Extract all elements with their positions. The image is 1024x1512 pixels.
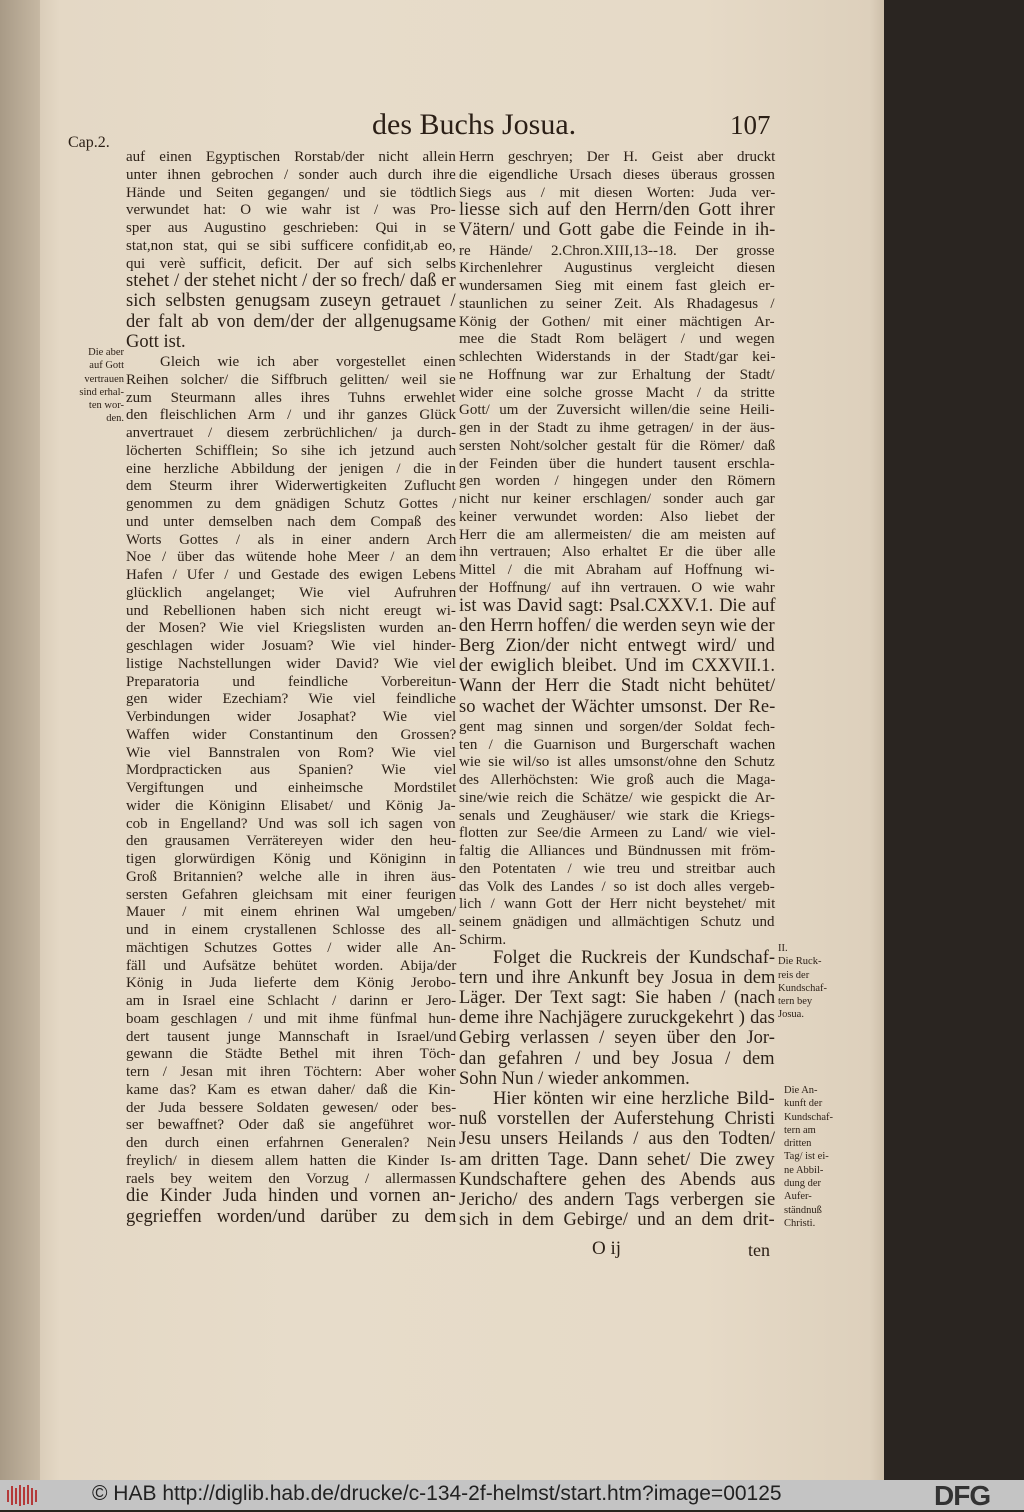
text-line: und unter demselben nach dem Compaß des — [126, 513, 456, 530]
chapter-label: Cap.2. — [68, 134, 110, 151]
text-line: Berg Zion/der nicht entwegt wird/ und — [459, 636, 775, 657]
text-line: fäll und Aufsätze behütet worden. Abija/der — [126, 957, 457, 974]
text-line: am dritten Tage. Dann sehet/ Die zwey — [459, 1149, 775, 1170]
text-line: anvertrauet / diesem zerbrüchlichen/ ja durch- — [126, 425, 457, 442]
text-line: raels bey weitem den Vorzug / allermassen — [126, 1170, 457, 1187]
text-line: so wachet der Wächter umsonst. Der Re- — [459, 696, 776, 717]
text-line: den fleischlichen Arm / und ihr ganzes Glück — [126, 407, 457, 424]
text-line: und in einem crystallenen Schlosse des all- — [126, 922, 457, 939]
text-line: geschlagen wider Josuam? Wie viel hinder- — [126, 638, 456, 655]
text-line: den durch einen erfahrnen Generalen? Nein — [126, 1135, 456, 1152]
text-line: König der Gothen/ mit einer mächtigen Ar- — [459, 313, 775, 330]
text-line: den Potentaten / wie treu und streitbar auch — [459, 860, 776, 877]
text-line: Folget die Ruckreis der Kundschaf- — [493, 947, 776, 968]
text-line: sper aus Augustino geschrieben: Qui in se — [126, 220, 456, 236]
text-line: nicht nur keiner erschlagen/ sonder auch gar — [459, 491, 775, 508]
margin-note-line: Die Ruck- — [778, 956, 822, 968]
text-line: Worts Gottes / als in einer andern Arch — [126, 531, 457, 548]
text-line: tigen glorwürdigen König und Königinn in — [126, 851, 456, 868]
text-line: lich / wann Gott der Herr nicht beystehet/ mit — [459, 896, 776, 913]
text-line: das Volk des Landes / so ist doch alles vergeb- — [459, 878, 775, 895]
text-line: eine herzliche Abbildung der jenigen / die in — [126, 460, 456, 477]
margin-note-line: kunft der — [784, 1098, 823, 1110]
text-line: Reihen solcher/ die Siffbruch gelitten/ weil sie — [126, 371, 456, 388]
text-line: der Hoffnung/ auf ihn vertrauen. O wie wahr — [459, 579, 775, 596]
text-line: gen worden / hingegen under den Römern — [459, 473, 776, 490]
margin-note-line: II. — [778, 943, 788, 954]
text-line: Siegs aus / mit diesen Worten: Juda ver- — [459, 184, 776, 201]
text-line: glücklich angelanget; Wie viel Aufruhren — [126, 584, 457, 601]
text-line: den grausamen Verrätereyen wider den heu- — [126, 833, 457, 850]
text-line: der Juda bessere Soldaten gewesen/ oder bes- — [126, 1099, 457, 1116]
text-line: Waffen wider Constantinum den Grossen? — [126, 726, 457, 743]
text-line: cob in Engelland? Und was soll ich sagen von — [126, 815, 456, 832]
text-line: Verbindungen wider Josaphat? Wie viel — [126, 709, 457, 726]
text-line: sine/wie reich die Schätze/ wie gespickt die Ar- — [459, 789, 776, 806]
text-line: Gleich wie ich aber vorgestellet einen — [160, 354, 456, 371]
margin-note-line: vertrauen — [84, 373, 124, 385]
text-line: mächtigen Schutzes Gottes / wider alle An- — [126, 939, 456, 956]
margin-note-line: Christi. — [784, 1217, 816, 1229]
text-line: stat,non stat, qui se sibi sufficere confidit,ab eo, — [126, 237, 456, 254]
text-line: die Kinder Juda hinden und vornen an- — [126, 1186, 456, 1207]
text-line: Kundschaftere gehen des Abends aus — [459, 1169, 776, 1190]
text-line: Sohn Nun / wieder ankommen. — [459, 1068, 690, 1089]
margin-note-line: auf Gott — [89, 360, 124, 372]
text-line: Mordpracticken aus Spanien? Wie viel — [126, 762, 457, 779]
footer-bar — [0, 1480, 1024, 1510]
text-line: sich selbsten genugsam zuseyn getrauet / — [126, 291, 456, 312]
text-line: qui verè sufficit, deficit. Der auf sich selbs — [126, 255, 457, 272]
text-line: senals und Zeughäuser/ wie stark die Kriegs- — [459, 807, 775, 824]
text-line: wider eine solche grosse Macht / da stritte — [459, 384, 775, 401]
text-line: genommen zu dem gnädigen Schutz Gottes / — [126, 496, 457, 513]
text-line: tern / Jesan mit ihren Töchtern: Aber woher — [126, 1064, 456, 1081]
margin-note-line: tern bey — [778, 996, 813, 1008]
text-line: am in Israel eine Schlacht / darinn er Jero- — [126, 993, 457, 1010]
text-line: Gott/ um der Zuversicht willen/die seine Heili- — [459, 402, 775, 419]
margin-note-line: Die An- — [784, 1085, 818, 1096]
text-line: Groß Britannien? welche alle in ihren äus- — [126, 868, 456, 885]
margin-note-line: Aufer- — [784, 1191, 812, 1203]
text-line: wie sie wil/so ist alles umsonst/ohne den Schutz — [459, 754, 775, 771]
margin-note-line: reis der — [778, 969, 810, 981]
text-line: Schirm. — [459, 931, 507, 948]
copyright-link[interactable]: © HAB http://diglib.hab.de/drucke/c-134-2f-helmst/start.htm?image=00125 — [92, 1482, 782, 1505]
text-line: dert tausent junge Mannschaft in Israel/und — [126, 1028, 457, 1045]
margin-note-line: dritten — [784, 1138, 812, 1150]
text-line: gen in der Stadt zu ihme getragen/ in der äus- — [459, 420, 775, 437]
text-line: Hafen / Ufer / und Gestade des ewigen Lebens — [126, 567, 456, 584]
text-line: Hier könten wir eine herzliche Bild- — [493, 1089, 775, 1109]
text-line: schlechten Widerstands in der Stadt/gar kei- — [459, 349, 776, 366]
margin-note-line: Josua. — [778, 1009, 804, 1021]
text-line: Noe / über das wütende hohe Meer / an dem — [126, 549, 457, 566]
text-line: Herrn geschryen; Der H. Geist aber druckt — [459, 149, 776, 165]
dfg-logo: DFG — [934, 1480, 991, 1511]
margin-note-line: den. — [106, 413, 124, 425]
text-line: unter ihnen gebrochen / sonder auch durch ihre — [126, 166, 456, 183]
text-line: den Herrn hoffen/ die werden seyn wie der — [459, 615, 775, 636]
margin-note-line: dung der — [784, 1178, 822, 1190]
text-line: kame das? Kam es etwan daher/ daß die Kin- — [126, 1081, 456, 1098]
text-line: ne Hoffnung war zur Erhaltung der Stadt/ — [459, 366, 775, 383]
text-line: gegrieffen worden/und darüber zu dem — [126, 1206, 457, 1227]
text-line: wundersamen Sieg mit einem fast gleich er- — [459, 278, 775, 295]
text-line: sersten Noht/solcher gestalt für die Römer/ daß — [459, 437, 776, 454]
text-line: ten / die Guarnison und Burgerschaft wachen — [459, 736, 776, 753]
text-line: auf einen Egyptischen Rorstab/der nicht allein — [126, 149, 456, 165]
text-line: liesse sich auf den Herrn/den Gott ihrer — [459, 200, 775, 221]
text-line: Gebirg verlassen / seyen über den Jor- — [459, 1028, 775, 1049]
margin-note-line: Tag/ ist ei- — [784, 1151, 829, 1163]
text-line: ser bewaffnet? Oder daß sie angeführet wor- — [126, 1117, 456, 1134]
text-line: faltig die Alliances und Bündnussen mit fröm- — [459, 843, 776, 860]
margin-note-line: sind erhal- — [79, 386, 124, 398]
text-line: der Feinden über die hundert tausent erschla- — [459, 455, 775, 472]
margin-note-line: Kundschaf- — [778, 982, 827, 994]
adjacent-page-edge — [0, 0, 40, 1480]
text-line: Mittel / die mit Abraham auf Hoffnung wi- — [459, 562, 775, 579]
text-line: Jesu unsers Heilands / aus den Todten/ — [459, 1129, 776, 1150]
text-line: deme ihre Nachjägere zuruckgekehrt ) das — [459, 1008, 775, 1029]
text-line: Vätern/ und Gott gabe die Feinde in ih- — [459, 220, 776, 241]
margin-note-line: tern am — [784, 1124, 816, 1136]
hab-logo-icon — [6, 1484, 40, 1506]
text-line: der Mosen? Wie viel Kriegslisten wurden an- — [126, 620, 457, 637]
text-line: Mauer / mit einem ehrinen Wal umgeben/ — [126, 904, 457, 921]
margin-note-left — [66, 346, 124, 426]
text-line: staunlichen zu seiner Zeit. Als Rhadagesus / — [459, 295, 775, 312]
text-line: gent mag sinnen und sorgen/der Soldat fech- — [459, 718, 775, 735]
text-line: seinem gnädigen und allmächtigen Schutz und — [459, 914, 775, 931]
text-line: keiner verwundet worden: Also liebet der — [459, 508, 775, 525]
text-line: des Allerhöchsten: Wie groß auch die Maga- — [459, 772, 776, 789]
text-line: re Hände/ 2.Chron.XIII,13--18. Der grosse — [459, 242, 775, 259]
text-line: listige Nachstellungen wider David? Wie viel — [126, 655, 456, 672]
text-line: stehet / der stehet nicht / der so frech/ daß er — [126, 271, 456, 292]
margin-note-line: ten wor- — [88, 400, 124, 412]
margin-note-line: ne Abbil- — [784, 1164, 824, 1176]
margin-note-return-of-spies — [778, 942, 827, 1022]
text-line: Vergiftungen und einheimsche Mordstilet — [126, 780, 457, 797]
text-line: tern und ihre Ankunft bey Josua in dem — [459, 967, 776, 988]
text-line: ihn vertrauen; Also erhaltet Er die über alle — [459, 544, 776, 561]
text-line: verwundet hat: O wie wahr ist / was Pro- — [126, 202, 456, 219]
text-line: sich in dem Gebirge/ und an dem drit- — [459, 1210, 775, 1231]
text-line: Preparatoria und feindliche Vorbereitun- — [126, 673, 457, 690]
text-line: Herr die am allermeisten/ die am meisten auf — [459, 526, 776, 543]
text-line: Läger. Der Text sagt: Sie haben / (nach — [459, 988, 776, 1008]
text-line: wider die Königinn Elisabet/ und König Ja- — [126, 797, 456, 814]
text-line: nuß vorstellen der Auferstehung Christi — [459, 1109, 775, 1130]
text-line: ist was David sagt: Psal.CXXV.1. Die auf — [459, 595, 776, 616]
running-title: des Buchs Josua. — [372, 108, 577, 141]
text-line: der falt ab von dem/der der allgenugsame — [126, 311, 457, 332]
margin-note-line: Kundschaf- — [784, 1111, 833, 1123]
signature-mark: O ij — [592, 1238, 622, 1259]
text-line: sersten Gefahren gleichsam mit einer feurigen — [126, 886, 456, 903]
text-line: gewann die Städte Bethel mit ihren Töch- — [126, 1046, 456, 1063]
text-line: mee die Stadt Rom belägert / und wegen — [459, 331, 775, 348]
text-line: Gott ist. — [126, 331, 186, 352]
text-line: löcherten Schifflein; So sihe ich jetzund auch — [126, 442, 457, 459]
margin-note-line: Die aber — [88, 347, 124, 358]
text-line: Wie viel Bannstralen von Rom? Wie viel — [126, 744, 456, 761]
text-line: Hände und Seiten gegangen/ und sie tödtlich — [126, 184, 457, 201]
text-line: freylich/ in diesem allem hatten die Kinder Is- — [126, 1152, 456, 1169]
text-line: dem Steurm ihrer Widerwertigkeiten Zuflucht — [126, 478, 456, 495]
text-line: zum Steurmann alles ihres Tuhns erwehlet — [126, 389, 456, 406]
text-line: dan gefahren / und bey Josua / dem — [459, 1048, 775, 1069]
text-line: und Rebellionen haben sich nicht ereugt wi- — [126, 602, 456, 619]
text-line: gen wider Ezechiam? Wie viel feindliche — [126, 691, 456, 708]
text-line: die eigendliche Ursach dieses überaus grossen — [459, 166, 775, 183]
text-line: boam geschlagen / und mit ihme fünfmal hun- — [126, 1010, 456, 1027]
margin-note-line: ständnuß — [784, 1204, 822, 1216]
text-line: Jericho/ des andern Tags verbergen sie — [459, 1190, 776, 1210]
text-line: Kirchenlehrer Augustinus vergleicht diesen — [459, 260, 776, 277]
text-line: der ewiglich bleibet. Und im CXXVII.1. — [459, 656, 776, 677]
text-line: König in Juda lieferte dem König Jerobo- — [126, 975, 456, 992]
text-line: flotten zur See/die Armeen zu Land/ wie viel- — [459, 825, 776, 842]
catchword: ten — [748, 1240, 770, 1260]
page-number: 107 — [730, 110, 771, 140]
text-line: Wann der Herr die Stadt nicht behütet/ — [459, 676, 776, 697]
margin-note-resurrection — [784, 1084, 833, 1230]
